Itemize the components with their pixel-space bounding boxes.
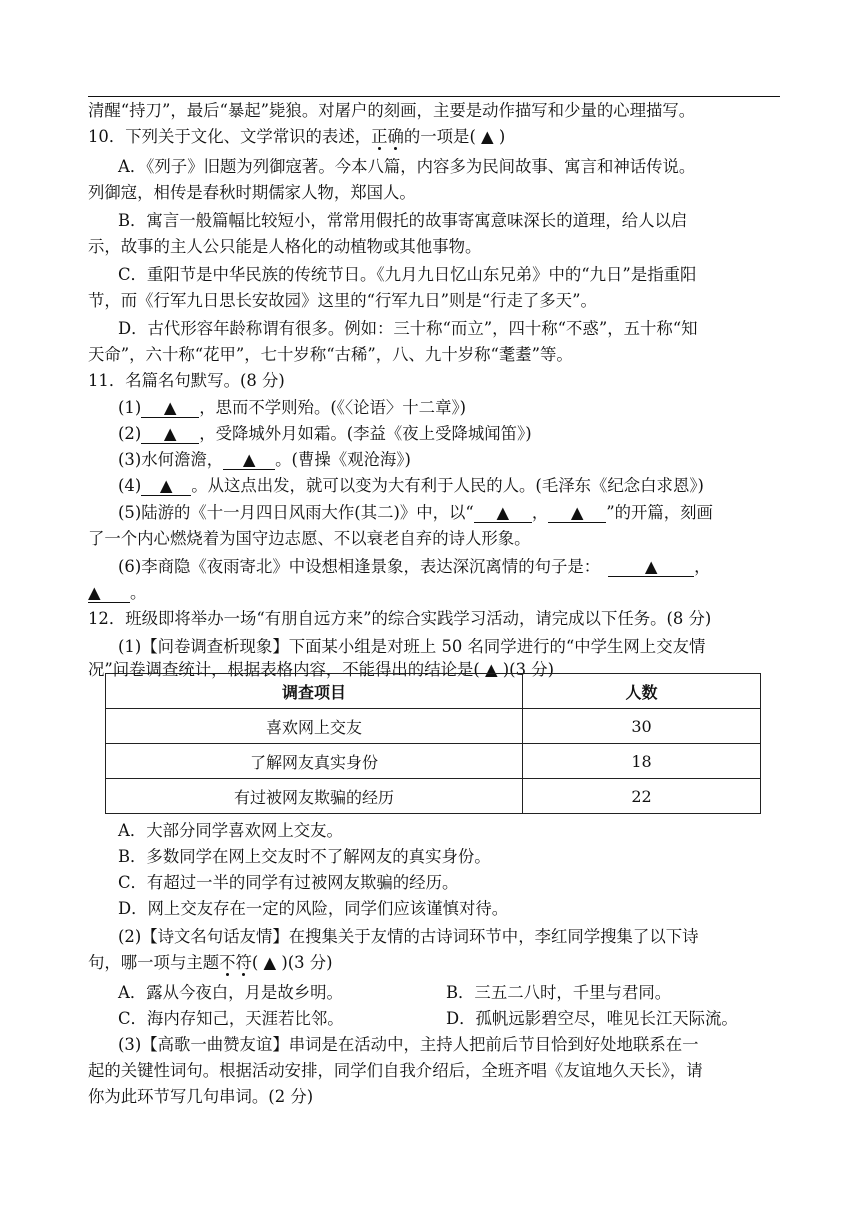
subquestion-11-6: (6)李商隐《夜雨寄北》中设想相逢景象，表达深沉离情的句子是： ▲ ， (118, 557, 711, 576)
option-12-2d: D．孤帆远影碧空尽，唯见长江天际流。 (446, 1009, 738, 1028)
subquestion-12-2: (2)【诗文名句话友情】在搜集关于友情的古诗词环节中，李红同学搜集了以下诗 (118, 927, 699, 946)
question-10-stem: 10．下列关于文化、文学常识的表述，正确的一项是( ▲ ) (88, 127, 506, 146)
answer-blank: ▲ (141, 425, 199, 444)
subquestion-12-1-cont: 况”问卷调查统计，根据表格内容，不能得出的结论是( ▲ )(3 分) (88, 660, 554, 679)
table-cell: 30 (523, 709, 761, 744)
table-row (106, 744, 761, 779)
emphasis-dot: 不 (219, 953, 236, 972)
subquestion-12-2-cont: 句，哪一项与主题不符( ▲ )(3 分) (88, 953, 333, 972)
option-12-2b: B．三五二八时，千里与君同。 (446, 983, 672, 1002)
option-10d: D．古代形容年龄称谓有很多。例如：三十称“而立”，四十称“不惑”，五十称“知 (118, 319, 698, 338)
subquestion-11-5: (5)陆游的《十一月四日风雨大作(其二)》中，以“ ▲ ， ▲ ”的开篇，刻画 (118, 503, 713, 522)
option-12-1b: B．多数同学在网上交友时不了解网友的真实身份。 (118, 847, 491, 866)
option-12-1d: D．网上交友存在一定的风险，同学们应该谨慎对待。 (118, 899, 509, 918)
answer-blank: ▲ (141, 477, 191, 496)
header-rule (88, 96, 780, 97)
text-line: 清醒“持刀”，最后“暴起”毙狼。对屠户的刻画，主要是动作描写和少量的心理描写。 (88, 101, 696, 120)
subquestion-11-3: (3)水何澹澹， ▲ 。(曹操《观沧海》) (118, 450, 411, 469)
table-header-row (106, 674, 761, 709)
subquestion-11-4: (4) ▲ 。从这点出发，就可以变为大有利于人民的人。(毛泽东《纪念白求恩》) (118, 476, 704, 495)
answer-blank: ▲ (608, 558, 694, 577)
subquestion-12-1: (1)【问卷调查析现象】下面某小组是对班上 50 名同学进行的“中学生网上交友情 (118, 637, 706, 656)
option-10a-cont: 列御寇，相传是春秋时期儒家人物，郑国人。 (88, 183, 416, 202)
option-10b-cont: 示，故事的主人公只能是人格化的动植物或其他事物。 (88, 237, 482, 256)
option-12-1c: C．有超过一半的同学有过被网友欺骗的经历。 (118, 873, 459, 892)
answer-blank: ▲ (474, 504, 532, 523)
emphasis-dot: 正 (371, 127, 388, 146)
option-10c: C．重阳节是中华民族的传统节日。《九月九日忆山东兄弟》中的“九日”是指重阳 (118, 265, 697, 284)
option-12-1a: A．大部分同学喜欢网上交友。 (118, 821, 343, 840)
survey-table (105, 673, 761, 814)
subquestion-11-5-cont: 了一个内心燃烧着为国守边志愿、不以衰老自弃的诗人形象。 (88, 529, 531, 548)
option-10a: A．《列子》旧题为列御寇著。今本八篇，内容多为民间故事、寓言和神话传说。 (118, 157, 696, 176)
option-10d-cont: 天命”，六十称“花甲”，七十岁称“古稀”，八、九十岁称“耄耋”等。 (88, 345, 573, 364)
subquestion-11-2: (2) ▲ ，受降城外月如霜。(李益《夜上受降城闻笛》) (118, 424, 532, 443)
table-row (106, 779, 761, 814)
subquestion-12-3: (3)【高歌一曲赞友谊】串词是在活动中，主持人把前后节目恰到好处地联系在一 (118, 1035, 699, 1054)
table-header: 调查项目 (106, 674, 523, 709)
answer-blank: ▲ (223, 451, 275, 470)
question-12-stem: 12．班级即将举办一场“有朋自远方来”的综合实践学习活动，请完成以下任务。(8 分) (88, 609, 712, 628)
question-11-stem: 11．名篇名句默写。(8 分) (88, 371, 285, 390)
table-cell: 有过被网友欺骗的经历 (106, 779, 523, 814)
emphasis-dot: 符 (235, 953, 252, 972)
subquestion-11-1: (1) ▲ ，思而不学则殆。(《〈论语〉十二章》) (118, 398, 467, 417)
table-cell: 喜欢网上交友 (106, 709, 523, 744)
option-10b: B．寓言一般篇幅比较短小，常常用假托的故事寄寓意味深长的道理，给人以启 (118, 211, 688, 230)
emphasis-dot: 确 (387, 127, 404, 146)
answer-blank: ▲ (141, 399, 199, 418)
subquestion-12-3-cont: 起的关键性词句。根据活动安排，同学们自我介绍后，全班齐唱《友谊地久天长》，请 (88, 1061, 703, 1080)
subquestion-12-3-cont2: 你为此环节写几句串词。(2 分) (88, 1087, 314, 1106)
answer-blank: ▲ (88, 584, 130, 603)
answer-blank: ▲ (548, 504, 606, 523)
table-row (106, 709, 761, 744)
option-10c-cont: 节，而《行军九日思长安故园》这里的“行军九日”则是“行走了多天”。 (88, 291, 597, 310)
table-cell: 22 (523, 779, 761, 814)
table-header: 人数 (523, 674, 761, 709)
subquestion-11-6-cont: ▲ 。 (88, 583, 147, 602)
option-12-2c: C．海内存知己，天涯若比邻。 (118, 1009, 344, 1028)
table-cell: 了解网友真实身份 (106, 744, 523, 779)
table-cell: 18 (523, 744, 761, 779)
option-12-2a: A．露从今夜白，月是故乡明。 (118, 983, 343, 1002)
